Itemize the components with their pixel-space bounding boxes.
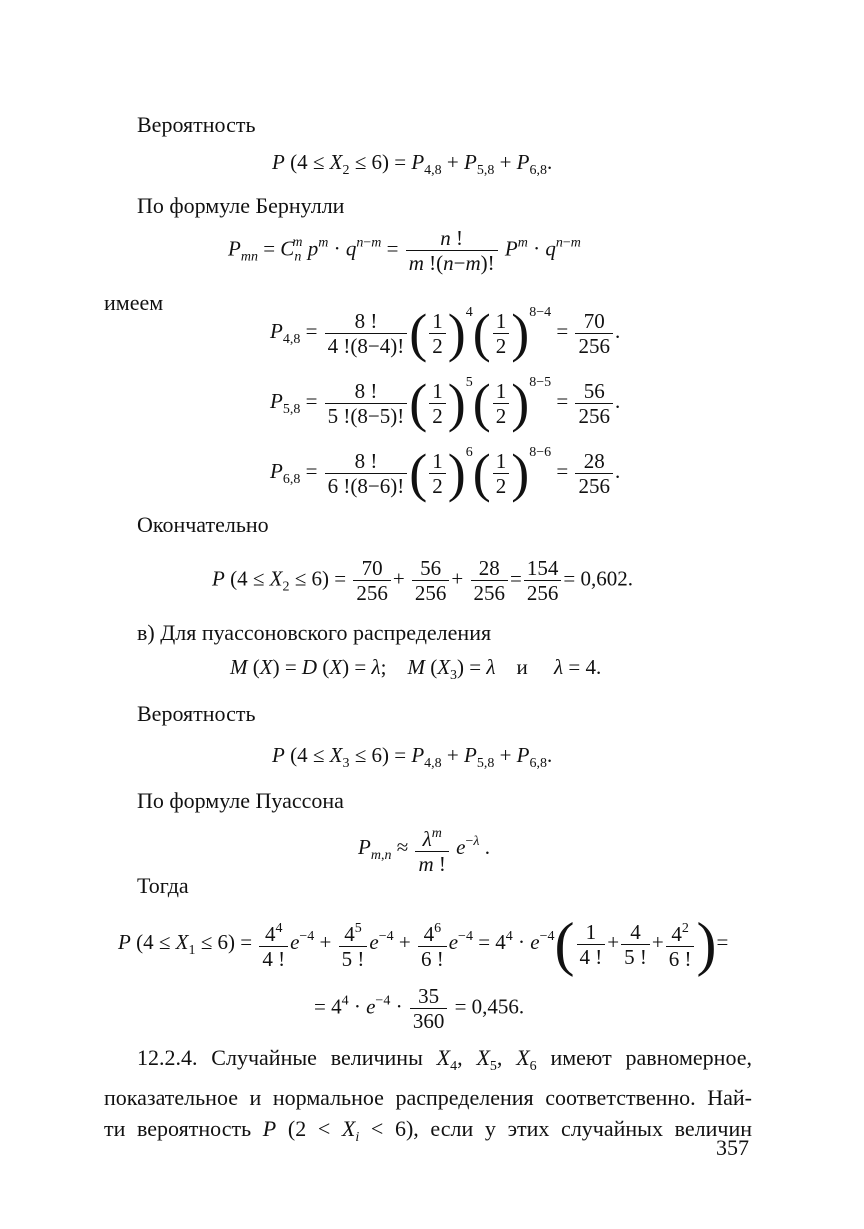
label-poisson-case: в) Для пуассоновского распределения	[137, 620, 492, 645]
formula-bernoulli: $P_{mn} = C_n^m$ $p^m \cdot q^{n-m}$ = $\frac{n !}{m !(n-m)!}$ $P^m \cdot q^{n-m}$	[228, 226, 581, 275]
label-imeem: имеем	[104, 290, 164, 315]
paragraph-12-2-4	[104, 1042, 752, 1153]
formula-poisson: $P_{m,n}$ ≈ $\frac{\lambda^m}{m !}$ $e^{-\lambda}$ .	[358, 822, 490, 876]
page-number: 357	[716, 1135, 749, 1160]
formula-sum-binomial: P $(4 \le X_2 \le 6) = P_{4,8} + P_{5,8} + P_{6,8}$.	[272, 150, 553, 178]
formula-p68: $P_{6,8}$ = $\frac{8 !}{6 !(8-6)!}$ ( $\frac{1}{2}$ )$^6$( $\frac{1}{2}$ )$^{8-6}$ = $\frac{28}{256}$ .	[270, 443, 621, 504]
frac-70: 70	[575, 309, 613, 334]
label-veroyatnost-1: Вероятность	[137, 112, 256, 137]
label-okonchatelno: Окончательно	[137, 512, 269, 537]
result-binomial: 0,602	[580, 566, 628, 591]
formula-binomial-result: P $(4 \le X_2 \le 6)$ = $\frac{70}{256}$ + $\frac{56}{256}$ + $\frac{28}{256}$ = $\frac{154}{256}$ = 0,602.	[212, 556, 633, 605]
label-togda: Тогда	[137, 873, 189, 898]
label-bernoulli: По формуле Бернулли	[137, 193, 345, 218]
label-veroyatnost-2: Вероятность	[137, 701, 256, 726]
formula-poisson-result: = $4^4 \cdot e^{-4}$ · $\frac{35}{360}$ = 0,456.	[314, 984, 525, 1033]
par-line-3: ти вероятность P $(2 < X_i < 6)$, если у этих случайных величин	[104, 1116, 752, 1145]
result-poisson: 0,456	[471, 994, 519, 1019]
label-poisson-formula: По формуле Пуассона	[137, 788, 344, 813]
par-line-2: показательное и нормальное распределения соответственно. Най-	[104, 1085, 752, 1110]
formula-p58: $P_{5,8}$ = $\frac{8 !}{5 !(8-5)!}$ ( $\frac{1}{2}$ )$^5$( $\frac{1}{2}$ )$^{8-5}$ = $\frac{56}{256}$ .	[270, 373, 621, 434]
formula-poisson-sum: P $(4 \le X_1 \le 6)$ = $\frac{4^4}{4 !}$ $e^{-4}$ + $\frac{4^5}{5 !}$ $e^{-4}$ + $\frac{4^6}{6 !}$ $e^{-4} = 4^4 \cdot e^{-4}$( $\frac{1}{4 !}$ + $\frac{4}{5 !}$ + $\frac{4^2}{6 !}$ )=	[118, 911, 729, 977]
formula-sum-poisson: P $(4 \le X_3 \le 6) = P_{4,8} + P_{5,8} + P_{6,8}$.	[272, 743, 553, 771]
formula-poisson-params: M (X) = D (X) = λ; M $(X_3) = \lambda$ и λ = 4.	[230, 655, 602, 683]
formula-p48: $P_{4,8}$ = $\frac{8 !}{4 !(8-4)!}$ ( $\frac{1}{2}$ )$^4$( $\frac{1}{2}$ )$^{8-4}$ = $\frac{70}{256}$ .	[270, 303, 621, 364]
par-line-1: 12.2.4. Случайные величины $X_4$, $X_5$, $X_6$ имеют равномерное,	[137, 1045, 752, 1074]
